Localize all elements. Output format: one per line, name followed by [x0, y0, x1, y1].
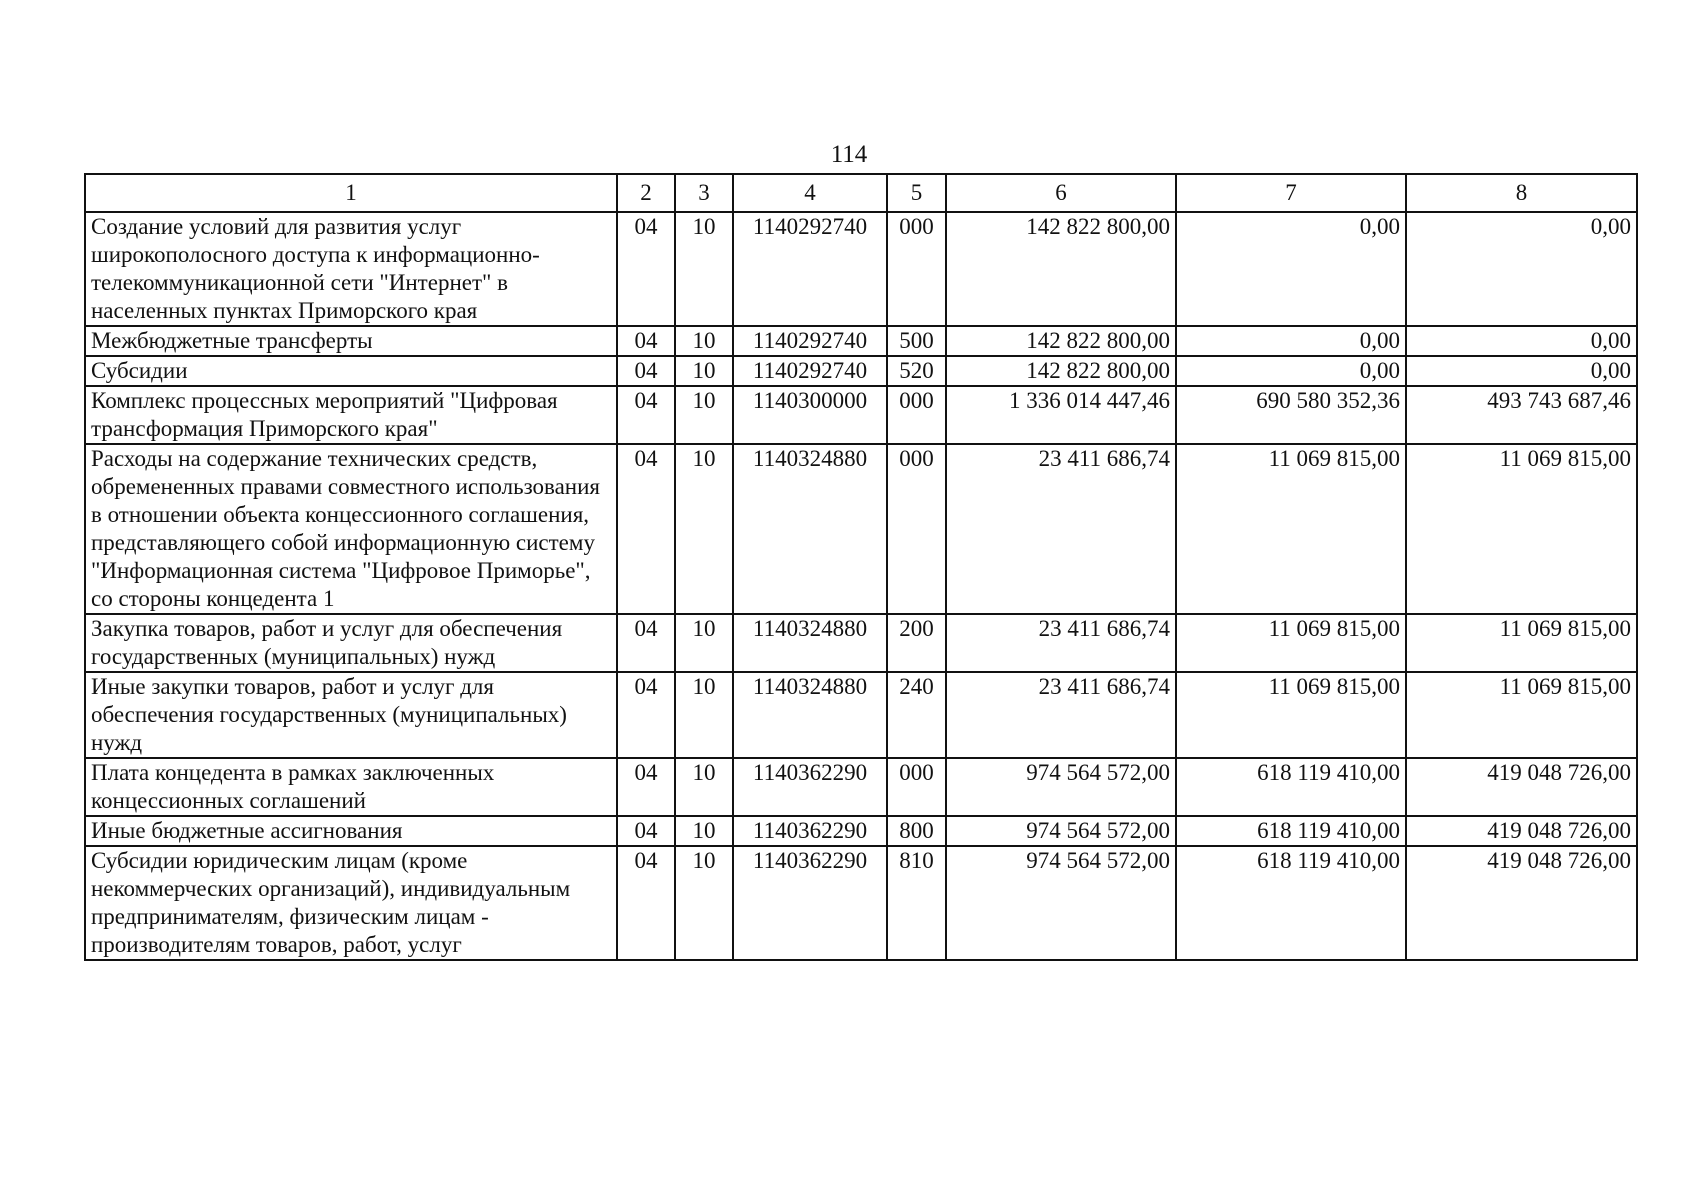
row-amount-6: 23 411 686,74 — [946, 614, 1176, 672]
row-expense-type: 520 — [887, 356, 946, 386]
row-amount-7: 618 119 410,00 — [1176, 816, 1406, 846]
row-amount-6: 142 822 800,00 — [946, 212, 1176, 326]
row-amount-6: 142 822 800,00 — [946, 356, 1176, 386]
table-row — [85, 614, 1637, 672]
row-amount-7: 11 069 815,00 — [1176, 672, 1406, 758]
row-name: Иные закупки товаров, работ и услуг для обеспечения государственных (муниципальных) нужд — [85, 672, 617, 758]
row-name: Закупка товаров, работ и услуг для обеспечения государственных (муниципальных) нужд — [85, 614, 617, 672]
row-amount-8: 0,00 — [1406, 212, 1637, 326]
budget-table — [84, 173, 1638, 961]
row-amount-8: 493 743 687,46 — [1406, 386, 1637, 444]
row-name: Субсидии — [85, 356, 617, 386]
row-amount-6: 142 822 800,00 — [946, 326, 1176, 356]
row-amount-8: 419 048 726,00 — [1406, 816, 1637, 846]
table-row — [85, 356, 1637, 386]
row-amount-7: 0,00 — [1176, 326, 1406, 356]
row-amount-8: 0,00 — [1406, 326, 1637, 356]
header-cell: 4 — [733, 174, 887, 212]
row-subsection: 10 — [675, 356, 733, 386]
header-cell: 6 — [946, 174, 1176, 212]
row-target-code: 1140292740 — [733, 326, 887, 356]
row-subsection: 10 — [675, 846, 733, 960]
table-row — [85, 212, 1637, 326]
header-cell: 2 — [617, 174, 675, 212]
row-target-code: 1140362290 — [733, 816, 887, 846]
row-subsection: 10 — [675, 758, 733, 816]
row-amount-8: 11 069 815,00 — [1406, 614, 1637, 672]
row-name: Плата концедента в рамках заключенных концессионных соглашений — [85, 758, 617, 816]
row-expense-type: 500 — [887, 326, 946, 356]
row-target-code: 1140324880 — [733, 672, 887, 758]
row-section: 04 — [617, 846, 675, 960]
row-amount-6: 23 411 686,74 — [946, 672, 1176, 758]
row-target-code: 1140324880 — [733, 444, 887, 614]
row-amount-8: 11 069 815,00 — [1406, 444, 1637, 614]
table-row — [85, 444, 1637, 614]
row-section: 04 — [617, 326, 675, 356]
table-row — [85, 758, 1637, 816]
row-section: 04 — [617, 758, 675, 816]
header-cell: 1 — [85, 174, 617, 212]
row-amount-7: 11 069 815,00 — [1176, 614, 1406, 672]
row-section: 04 — [617, 356, 675, 386]
row-expense-type: 000 — [887, 212, 946, 326]
row-section: 04 — [617, 386, 675, 444]
row-amount-8: 419 048 726,00 — [1406, 846, 1637, 960]
row-amount-8: 11 069 815,00 — [1406, 672, 1637, 758]
row-amount-6: 974 564 572,00 — [946, 846, 1176, 960]
row-expense-type: 000 — [887, 386, 946, 444]
table-row — [85, 386, 1637, 444]
header-row — [85, 174, 1637, 212]
row-expense-type: 810 — [887, 846, 946, 960]
row-subsection: 10 — [675, 212, 733, 326]
row-expense-type: 200 — [887, 614, 946, 672]
row-expense-type: 800 — [887, 816, 946, 846]
row-section: 04 — [617, 816, 675, 846]
row-name: Комплекс процессных мероприятий "Цифровая трансформация Приморского края" — [85, 386, 617, 444]
row-amount-8: 419 048 726,00 — [1406, 758, 1637, 816]
row-amount-6: 1 336 014 447,46 — [946, 386, 1176, 444]
row-subsection: 10 — [675, 614, 733, 672]
row-amount-7: 618 119 410,00 — [1176, 846, 1406, 960]
row-section: 04 — [617, 614, 675, 672]
row-target-code: 1140362290 — [733, 758, 887, 816]
table-row — [85, 816, 1637, 846]
table-row — [85, 672, 1637, 758]
row-name: Иные бюджетные ассигнования — [85, 816, 617, 846]
row-amount-7: 618 119 410,00 — [1176, 758, 1406, 816]
row-amount-6: 974 564 572,00 — [946, 816, 1176, 846]
row-name: Расходы на содержание технических средств, обремененных правами совместного использования в отношении объекта концессионного соглашения, представляющего собой информационную систему "Информационная система "Цифровое Приморье", со стороны концедента 1 — [85, 444, 617, 614]
row-section: 04 — [617, 672, 675, 758]
row-expense-type: 000 — [887, 758, 946, 816]
row-amount-8: 0,00 — [1406, 356, 1637, 386]
table-row — [85, 846, 1637, 960]
row-name: Межбюджетные трансферты — [85, 326, 617, 356]
row-amount-7: 0,00 — [1176, 356, 1406, 386]
row-section: 04 — [617, 444, 675, 614]
row-target-code: 1140362290 — [733, 846, 887, 960]
header-cell: 5 — [887, 174, 946, 212]
row-expense-type: 000 — [887, 444, 946, 614]
row-target-code: 1140324880 — [733, 614, 887, 672]
row-amount-7: 11 069 815,00 — [1176, 444, 1406, 614]
row-subsection: 10 — [675, 444, 733, 614]
row-section: 04 — [617, 212, 675, 326]
row-amount-7: 690 580 352,36 — [1176, 386, 1406, 444]
header-cell: 3 — [675, 174, 733, 212]
row-subsection: 10 — [675, 672, 733, 758]
row-target-code: 1140292740 — [733, 212, 887, 326]
row-amount-6: 974 564 572,00 — [946, 758, 1176, 816]
row-target-code: 1140300000 — [733, 386, 887, 444]
row-subsection: 10 — [675, 326, 733, 356]
page-number: 114 — [830, 141, 868, 168]
header-cell: 8 — [1406, 174, 1637, 212]
row-amount-7: 0,00 — [1176, 212, 1406, 326]
row-subsection: 10 — [675, 816, 733, 846]
row-subsection: 10 — [675, 386, 733, 444]
row-name: Субсидии юридическим лицам (кроме некоммерческих организаций), индивидуальным предпринимателям, физическим лицам - производителям товаров, работ, услуг — [85, 846, 617, 960]
header-cell: 7 — [1176, 174, 1406, 212]
row-expense-type: 240 — [887, 672, 946, 758]
table-row — [85, 326, 1637, 356]
row-name: Создание условий для развития услуг широкополосного доступа к информационно-телекоммуникационной сети "Интернет" в населенных пунктах Приморского края — [85, 212, 617, 326]
row-target-code: 1140292740 — [733, 356, 887, 386]
row-amount-6: 23 411 686,74 — [946, 444, 1176, 614]
